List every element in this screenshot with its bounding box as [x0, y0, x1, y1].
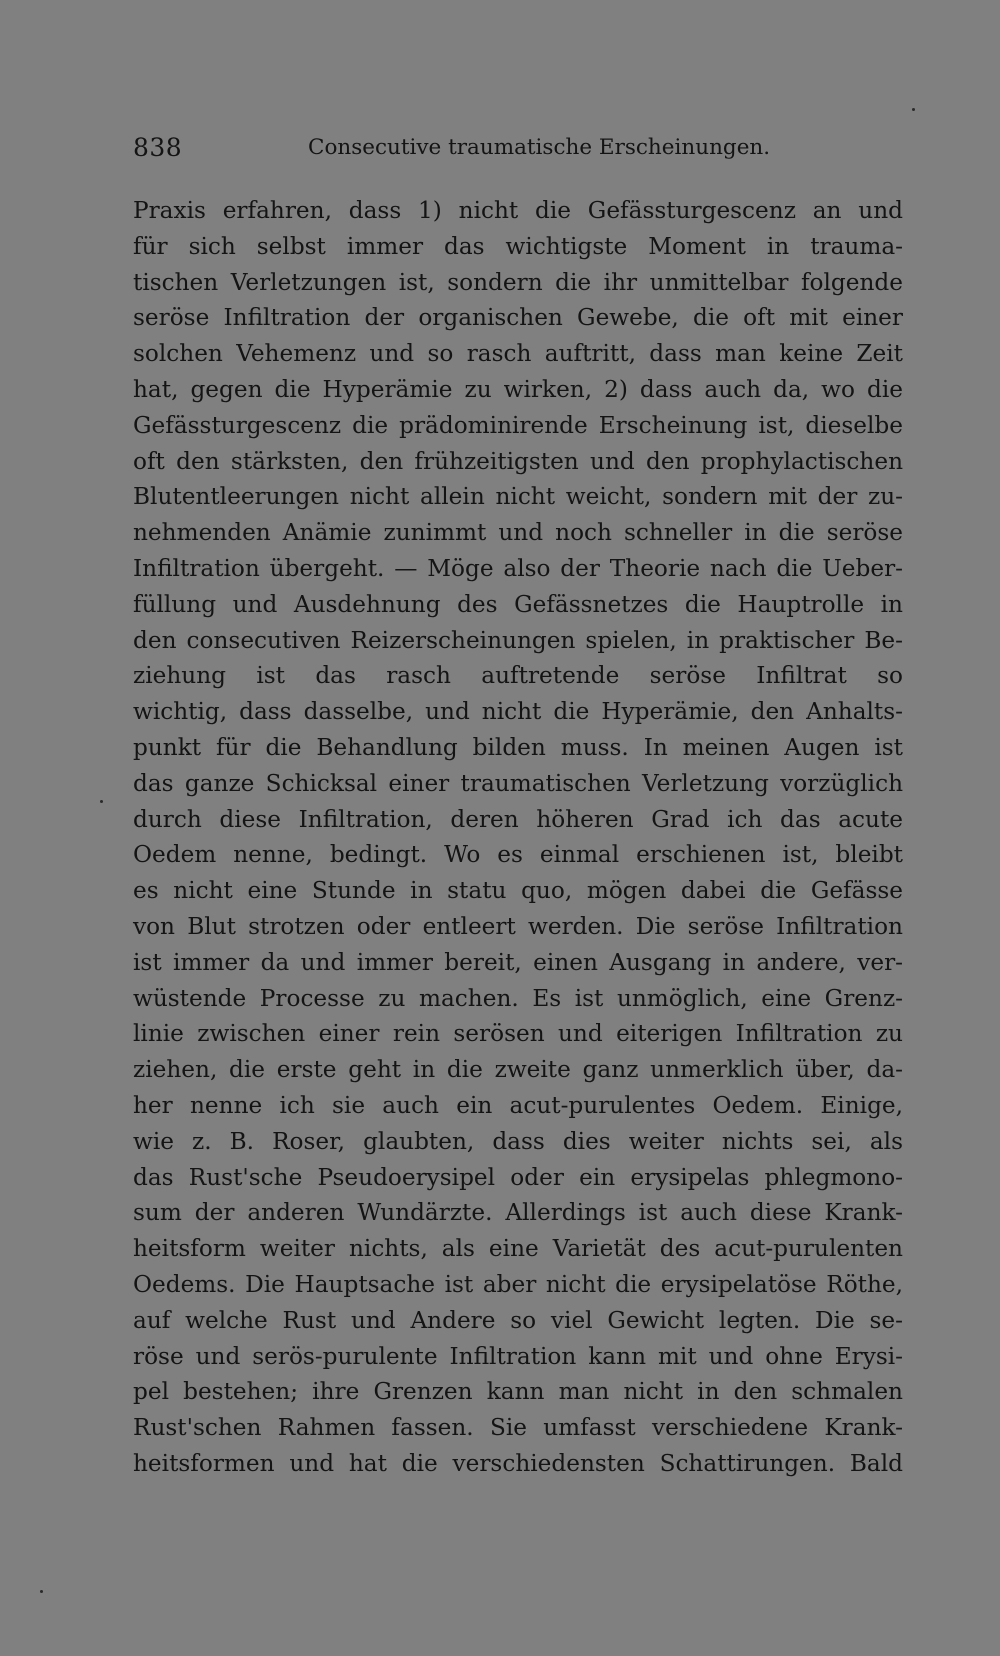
- text-line: wichtig, dass dasselbe, und nicht die Hyperämie, den Anhalts-: [133, 698, 903, 726]
- text-line: Infiltration übergeht. — Möge also der Theorie nach die Ueber-: [133, 554, 903, 582]
- text-line: den consecutiven Reizerscheinungen spielen, in praktischer Be-: [133, 626, 903, 654]
- scan-speck: [100, 800, 103, 803]
- text-line: füllung und Ausdehnung des Gefässnetzes die Hauptrolle in: [133, 590, 903, 618]
- text-line: röse und serös-purulente Infiltration kann mit und ohne Erysi-: [133, 1342, 903, 1370]
- text-line: Rust'schen Rahmen fassen. Sie umfasst verschiedene Krank-: [133, 1414, 903, 1442]
- text-line: es nicht eine Stunde in statu quo, mögen dabei die Gefässe: [133, 877, 903, 905]
- text-line: her nenne ich sie auch ein acut-purulentes Oedem. Einige,: [133, 1091, 903, 1119]
- text-line: das ganze Schicksal einer traumatischen Verletzung vorzüglich: [133, 769, 903, 797]
- text-line: heitsformen und hat die verschiedensten Schattirungen. Bald: [133, 1449, 903, 1477]
- text-line: von Blut strotzen oder entleert werden. Die seröse Infiltration: [133, 912, 903, 940]
- text-line: Praxis erfahren, dass 1) nicht die Gefässturgescenz an und: [133, 197, 903, 224]
- scan-speck: [912, 108, 915, 111]
- text-line: auf welche Rust und Andere so viel Gewicht legten. Die se-: [133, 1306, 903, 1334]
- text-line: ist immer da und immer bereit, einen Ausgang in andere, ver-: [133, 948, 903, 976]
- text-line: tischen Verletzungen ist, sondern die ihr unmittelbar folgende: [133, 268, 903, 296]
- text-line: hat, gegen die Hyperämie zu wirken, 2) dass auch da, wo die: [133, 375, 903, 403]
- text-line: Oedems. Die Hauptsache ist aber nicht die erysipelatöse Röthe,: [133, 1270, 903, 1298]
- text-line: ziehen, die erste geht in die zweite ganz unmerklich über, da-: [133, 1056, 903, 1084]
- text-line: heitsform weiter nichts, als eine Varietät des acut-purulenten: [133, 1235, 903, 1263]
- text-line: das Rust'sche Pseudoerysipel oder ein erysipelas phlegmono-: [133, 1163, 903, 1191]
- text-line: wie z. B. Roser, glaubten, dass dies weiter nichts sei, als: [133, 1127, 903, 1155]
- text-line: nehmenden Anämie zunimmt und noch schneller in die seröse: [133, 519, 903, 547]
- text-line: wüstende Processe zu machen. Es ist unmöglich, eine Grenz-: [133, 984, 903, 1012]
- text-line: sum der anderen Wundärzte. Allerdings ist auch diese Krank-: [133, 1199, 903, 1227]
- text-line: Oedem nenne, bedingt. Wo es einmal erschienen ist, bleibt: [133, 841, 903, 869]
- text-line: solchen Vehemenz und so rasch auftritt, dass man keine Zeit: [133, 340, 903, 368]
- page-header: [133, 133, 903, 173]
- running-title: Consecutive traumatische Erscheinungen.: [308, 135, 771, 160]
- scan-speck: [40, 1590, 43, 1593]
- text-line: für sich selbst immer das wichtigste Moment in trauma-: [133, 232, 903, 260]
- text-line: seröse Infiltration der organischen Gewebe, die oft mit einer: [133, 304, 903, 332]
- text-line: oft den stärksten, den frühzeitigsten und den prophylactischen: [133, 447, 903, 475]
- text-line: Gefässturgescenz die prädominirende Erscheinung ist, dieselbe: [133, 411, 903, 439]
- body-text: [133, 193, 903, 1482]
- text-line: punkt für die Behandlung bilden muss. In meinen Augen ist: [133, 733, 903, 761]
- text-line: durch diese Infiltration, deren höheren Grad ich das acute: [133, 805, 903, 833]
- page-number: 838: [133, 133, 183, 162]
- text-line: ziehung ist das rasch auftretende seröse Infiltrat so: [133, 662, 903, 690]
- text-line: pel bestehen; ihre Grenzen kann man nicht in den schmalen: [133, 1378, 903, 1406]
- text-line: linie zwischen einer rein serösen und eiterigen Infiltration zu: [133, 1020, 903, 1048]
- text-line: Blutentleerungen nicht allein nicht weicht, sondern mit der zu-: [133, 483, 903, 511]
